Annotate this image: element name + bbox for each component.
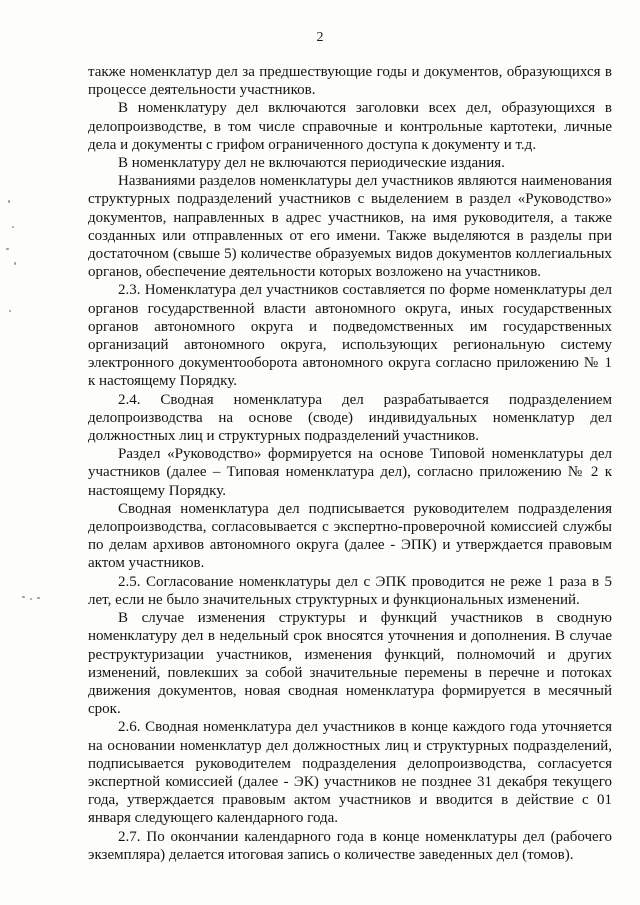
paragraph: 2.7. По окончании календарного года в конце номенклатуры дел (рабочего экземпляра) делается итоговая запись о количестве заведенных дел (томов). [88,828,612,863]
paragraph: В номенклатуру дел включаются заголовки всех дел, образующихся в делопроизводстве, в том числе справочные и контрольные картотеки, личные дела и документы с грифом ограниченного доступа к документу и т.д. [88,100,612,153]
scan-speck [8,200,10,203]
paragraph: 2.3. Номенклатура дел участников составляется по форме номенклатуры дел органов государственной власти автономного округа, иных государственных органов автономного округа и подведомственных им государственных организаций автономного округа, использующих региональную систему электронного документооборота автономного округа согласно приложению № 1 к настоящему Порядку. [88,282,612,390]
paragraph: 2.5. Согласование номенклатуры дел с ЭПК проводится не реже 1 раза в 5 лет, если не было значительных структурных и функциональных изменений. [88,573,612,608]
paragraph: В случае изменения структуры и функций участников в сводную номенклатуру дел в недельный срок вносятся уточнения и дополнения. В случае реструктуризации участников, изменения функций, полномочий и других изменений, повлекших за собой значительные перемены в перечне и потоках движения документов, новая сводная номенклатура формируется в месячный срок. [88,610,612,718]
paragraph: В номенклатуру дел не включаются периодические издания. [118,155,505,172]
paragraph: Названиями разделов номенклатуры дел участников являются наименования структурных подразделений участников с выделением в раздел «Руководство» документов, направленных в адрес участников, на имя руководителя, а также созданных или отправленных от его имени. Также выделяются в разделы при достаточном (свыше 5) количестве образуемых видов документов коллегиальных органов, обеспечение деятельности которых возложено на участников. [88,173,612,281]
paragraph: также номенклатур дел за предшествующие годы и документов, образующихся в процессе деятельности участников. [88,64,612,99]
scan-speck [30,598,32,600]
scan-speck [12,226,14,228]
document-body [88,63,612,864]
scan-speck [22,596,25,598]
paragraph: 2.4. Сводная номенклатура дел разрабатывается подразделением делопроизводства на основе (своде) индивидуальных номенклатур дел должностных лиц и структурных подразделений участников. [88,391,612,445]
scan-speck [37,597,40,599]
scan-speck [14,262,16,265]
scan-margin-artifacts [0,0,40,905]
scan-speck [9,310,11,312]
paragraph: 2.6. Сводная номенклатура дел участников в конце каждого года уточняется на основании номенклатур дел должностных лиц и структурных подразделений, подписывается руководителем подразделения делопроизводства, согласуется экспертной комиссией (далее - ЭК) участников не позднее 31 декабря текущего года, утверждается правовым актом участников и вводится в действие с 01 января следующего календарного года. [88,719,612,827]
scan-speck [6,248,9,250]
page-number: 2 [316,30,324,45]
paragraph: Сводная номенклатура дел подписывается руководителем подразделения делопроизводства, согласовывается с экспертно-проверочной комиссией службы по делам архивов автономного округа (далее - ЭПК) и утверждается правовым актом участников. [88,500,612,572]
paragraph: Раздел «Руководство» формируется на основе Типовой номенклатуры дел участников (далее – Типовая номенклатура дел), согласно приложению № 2 к настоящему Порядку. [88,446,612,499]
